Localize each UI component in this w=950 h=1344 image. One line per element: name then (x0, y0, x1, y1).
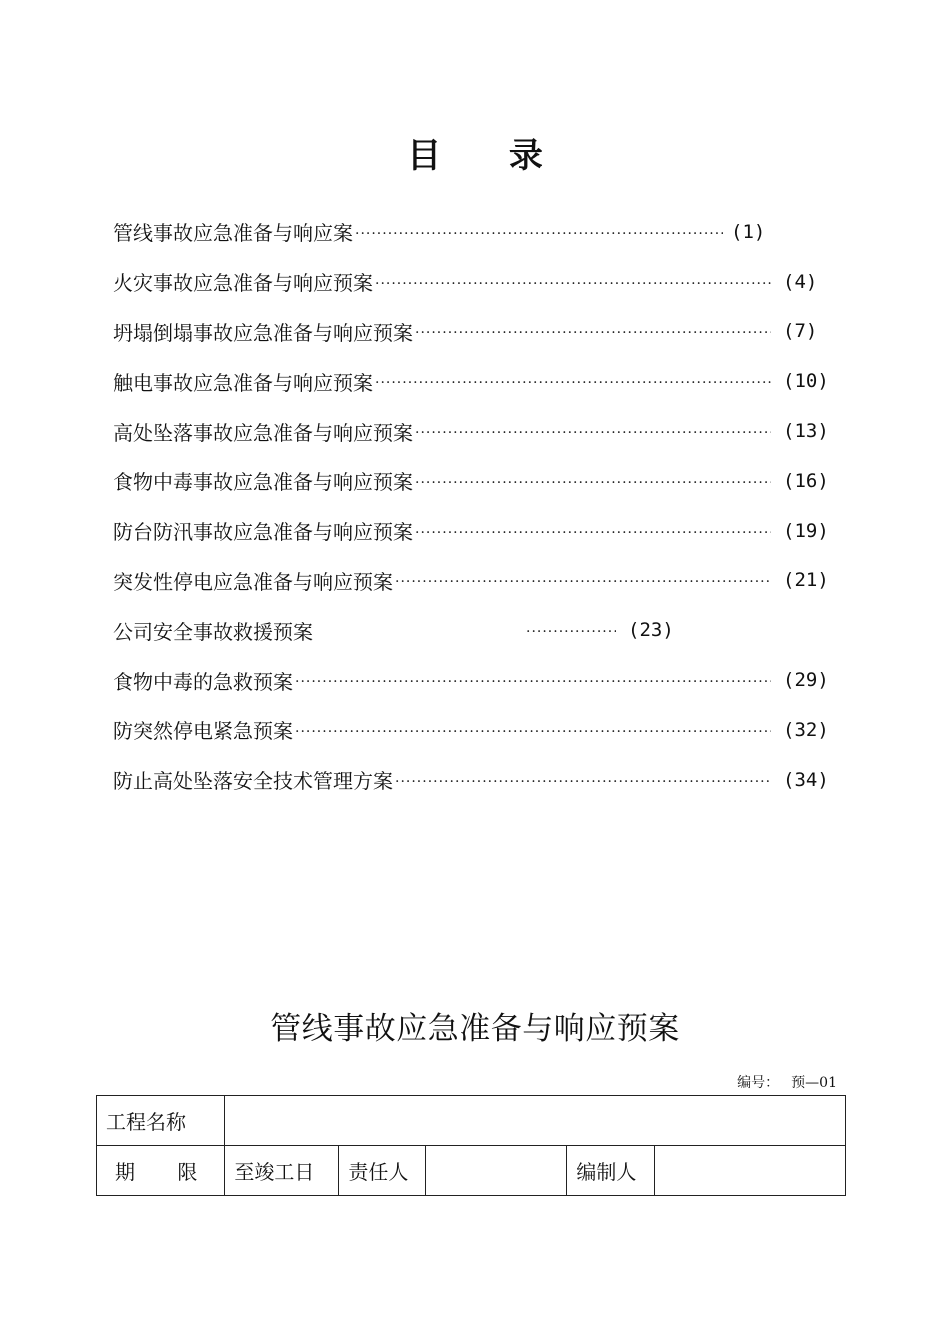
responsible-value[interactable] (426, 1146, 567, 1196)
toc-item-page: (34) (783, 768, 829, 791)
toc-item[interactable] (113, 705, 833, 755)
toc-item-text: 防台防汛事故应急准备与响应预案 (113, 520, 413, 545)
toc-item-page: (32) (783, 718, 829, 741)
editor-label: 编制人 (567, 1146, 655, 1196)
responsible-label: 责任人 (339, 1146, 426, 1196)
toc-leader-dots (415, 475, 771, 491)
plan-title: 管线事故应急准备与响应预案 (270, 1011, 680, 1047)
table-row (97, 1096, 846, 1146)
toc-item-text: 食物中毒事故应急准备与响应预案 (113, 470, 413, 495)
toc-item[interactable] (113, 755, 833, 805)
toc-item[interactable] (113, 456, 833, 506)
toc-item[interactable] (113, 605, 833, 655)
toc-leader-dots (395, 774, 771, 790)
period-value[interactable]: 至竣工日 (225, 1146, 339, 1196)
toc-item-text: 公司安全事故救援预案 (113, 619, 313, 644)
toc-leader-dots (375, 276, 771, 292)
toc-leader-dots (395, 574, 771, 590)
toc-item-page: (1) (731, 220, 766, 243)
toc-leader-dots (295, 724, 771, 740)
toc-leader-dots (295, 674, 771, 690)
toc-item-text: 防止高处坠落安全技术管理方案 (113, 769, 393, 794)
toc-item-text: 管线事故应急准备与响应案 (113, 221, 353, 246)
toc-item[interactable] (113, 257, 833, 307)
toc-item-text: 火灾事故应急准备与响应预案 (113, 271, 373, 296)
toc-item[interactable] (113, 506, 833, 556)
toc-leader-dots (415, 525, 771, 541)
toc-item-page: (13) (783, 420, 829, 443)
toc-title: 目 录 (407, 136, 571, 176)
toc-item-page: (4) (783, 270, 818, 293)
period-label: 期 限 (97, 1146, 225, 1196)
toc-list (113, 207, 833, 805)
editor-value[interactable] (655, 1146, 846, 1196)
table-row (97, 1146, 846, 1196)
toc-leader-dots (355, 226, 723, 242)
plan-code-value: 预—01 (791, 1075, 837, 1091)
project-name-label: 工程名称 (97, 1096, 225, 1146)
toc-item-page: (10) (783, 370, 829, 393)
plan-info-table (96, 1095, 846, 1196)
toc-item-text: 触电事故应急准备与响应预案 (113, 370, 373, 395)
toc-item-page: (19) (783, 519, 829, 542)
toc-item-page: (16) (783, 469, 829, 492)
toc-item[interactable] (113, 556, 833, 606)
toc-item[interactable] (113, 207, 833, 257)
toc-item-page: (7) (783, 320, 818, 343)
toc-item-text: 坍塌倒塌事故应急准备与响应预案 (113, 320, 413, 345)
toc-item-text: 食物中毒的急救预案 (113, 669, 293, 694)
toc-item[interactable] (113, 655, 833, 705)
toc-item-page: (29) (783, 669, 829, 692)
toc-item-page: (21) (783, 569, 829, 592)
plan-code (737, 1072, 837, 1092)
toc-item-page: (23) (628, 619, 674, 642)
toc-item[interactable] (113, 406, 833, 456)
toc-item-text: 突发性停电应急准备与响应预案 (113, 569, 393, 594)
toc-leader-dots (415, 425, 771, 441)
toc-item-text: 防突然停电紧急预案 (113, 719, 293, 744)
toc-leader-dots (526, 624, 616, 640)
plan-code-label: 编号： (737, 1075, 780, 1091)
toc-item-text: 高处坠落事故应急准备与响应预案 (113, 420, 413, 445)
project-name-value[interactable] (225, 1096, 846, 1146)
toc-item[interactable] (113, 307, 833, 357)
toc-leader-dots (375, 375, 771, 391)
toc-leader-dots (415, 325, 771, 341)
toc-item[interactable] (113, 356, 833, 406)
